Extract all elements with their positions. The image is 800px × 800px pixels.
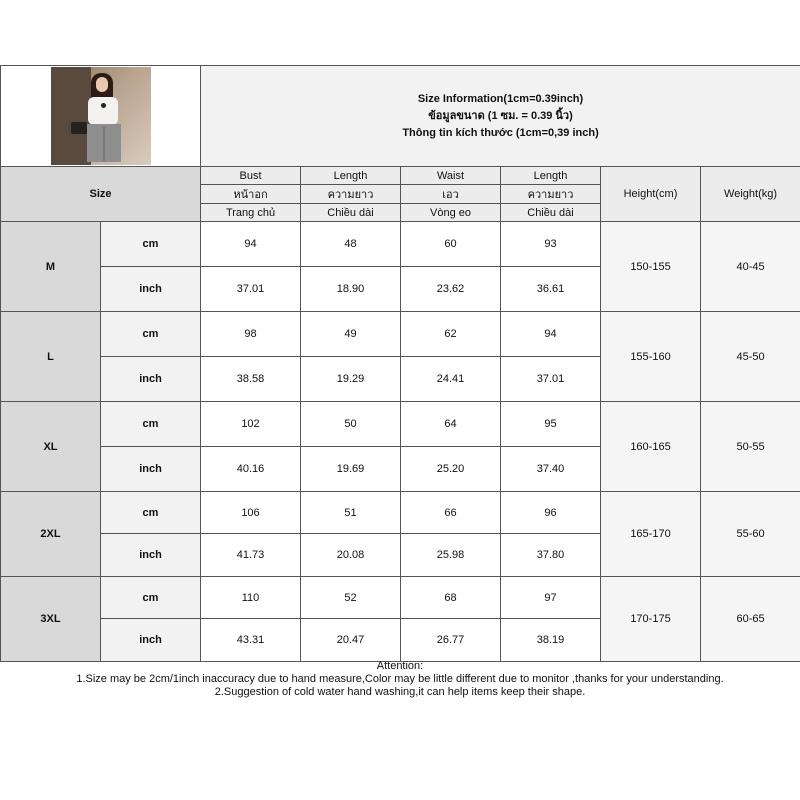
measure-cell: 60 (401, 222, 501, 267)
weight-range: 40-45 (701, 222, 800, 312)
size-label: XL (1, 402, 101, 492)
measure-cell: 36.61 (501, 267, 601, 312)
measure-cell: 38.58 (201, 357, 301, 402)
measure-cell: 37.40 (501, 447, 601, 492)
title-thai: ข้อมูลขนาด (1 ซม. = 0.39 นิ้ว) (428, 109, 573, 122)
measure-cell: 23.62 (401, 267, 501, 312)
col-bust-th: หน้าอก (201, 185, 301, 204)
unit-label: inch (101, 357, 201, 402)
height-range: 160-165 (601, 402, 701, 492)
col-height: Height(cm) (601, 167, 701, 222)
measure-cell: 40.16 (201, 447, 301, 492)
product-photo-cell (1, 66, 201, 167)
measure-cell: 48 (301, 222, 401, 267)
measure-cell: 49 (301, 312, 401, 357)
measure-cell: 43.31 (201, 619, 301, 662)
col-length-vi: Chiều dài (301, 204, 401, 222)
size-heading: Size (1, 167, 201, 222)
height-range: 165-170 (601, 492, 701, 577)
unit-label: cm (101, 577, 201, 619)
size-row-L-cm (1, 312, 800, 357)
unit-label: cm (101, 312, 201, 357)
measure-cell: 26.77 (401, 619, 501, 662)
col-bust-en: Bust (201, 167, 301, 185)
size-row-XL-cm (1, 402, 800, 447)
measure-cell: 68 (401, 577, 501, 619)
height-range: 155-160 (601, 312, 701, 402)
measure-cell: 20.47 (301, 619, 401, 662)
measure-cell: 38.19 (501, 619, 601, 662)
measure-cell: 106 (201, 492, 301, 534)
weight-range: 55-60 (701, 492, 800, 577)
measure-cell: 19.69 (301, 447, 401, 492)
measure-cell: 25.20 (401, 447, 501, 492)
unit-label: inch (101, 267, 201, 312)
weight-range: 50-55 (701, 402, 800, 492)
measure-cell: 110 (201, 577, 301, 619)
measure-cell: 98 (201, 312, 301, 357)
measure-cell: 52 (301, 577, 401, 619)
unit-label: cm (101, 402, 201, 447)
size-row-3XL-cm (1, 577, 800, 619)
title-vietnamese: Thông tin kích thước (1cm=0,39 inch) (402, 126, 599, 139)
measure-cell: 64 (401, 402, 501, 447)
unit-label: inch (101, 534, 201, 577)
height-range: 170-175 (601, 577, 701, 662)
col-waist-vi: Vòng eo (401, 204, 501, 222)
measure-cell: 19.29 (301, 357, 401, 402)
attention-line-1: 1.Size may be 2cm/1inch inaccuracy due to hand measure,Color may be little different due to monitor ,thanks for your understanding. (76, 673, 724, 685)
measure-cell: 102 (201, 402, 301, 447)
product-photo (51, 67, 151, 165)
size-row-2XL-cm (1, 492, 800, 534)
measure-cell: 50 (301, 402, 401, 447)
measure-cell: 24.41 (401, 357, 501, 402)
col-length2-vi: Chiều dài (501, 204, 601, 222)
measure-cell: 97 (501, 577, 601, 619)
size-label: 2XL (1, 492, 101, 577)
measure-cell: 37.80 (501, 534, 601, 577)
size-label: 3XL (1, 577, 101, 662)
attention-notes (0, 660, 800, 699)
col-length2-en: Length (501, 167, 601, 185)
unit-label: inch (101, 447, 201, 492)
size-row-M-cm (1, 222, 800, 267)
size-info-title (201, 66, 800, 167)
weight-range: 60-65 (701, 577, 800, 662)
col-length-th: ความยาว (301, 185, 401, 204)
measure-cell: 62 (401, 312, 501, 357)
measure-cell: 20.08 (301, 534, 401, 577)
size-label: L (1, 312, 101, 402)
measure-cell: 51 (301, 492, 401, 534)
col-length2-th: ความยาว (501, 185, 601, 204)
attention-line-2: 2.Suggestion of cold water hand washing,it can help items keep their shape. (214, 686, 586, 698)
col-length-en: Length (301, 167, 401, 185)
col-weight: Weight(kg) (701, 167, 800, 222)
measure-cell: 25.98 (401, 534, 501, 577)
measure-cell: 94 (201, 222, 301, 267)
col-bust-vi: Trang chủ (201, 204, 301, 222)
measure-cell: 94 (501, 312, 601, 357)
title-english: Size Information(1cm=0.39inch) (417, 92, 584, 105)
unit-label: cm (101, 492, 201, 534)
measure-cell: 66 (401, 492, 501, 534)
unit-label: inch (101, 619, 201, 662)
measure-cell: 93 (501, 222, 601, 267)
measure-cell: 37.01 (501, 357, 601, 402)
measure-cell: 37.01 (201, 267, 301, 312)
height-range: 150-155 (601, 222, 701, 312)
attention-heading: Attention: (376, 660, 424, 672)
measure-cell: 95 (501, 402, 601, 447)
measure-cell: 96 (501, 492, 601, 534)
measure-cell: 41.73 (201, 534, 301, 577)
col-waist-th: เอว (401, 185, 501, 204)
measure-cell: 18.90 (301, 267, 401, 312)
col-waist-en: Waist (401, 167, 501, 185)
size-label: M (1, 222, 101, 312)
size-chart-table (0, 65, 800, 662)
weight-range: 45-50 (701, 312, 800, 402)
unit-label: cm (101, 222, 201, 267)
